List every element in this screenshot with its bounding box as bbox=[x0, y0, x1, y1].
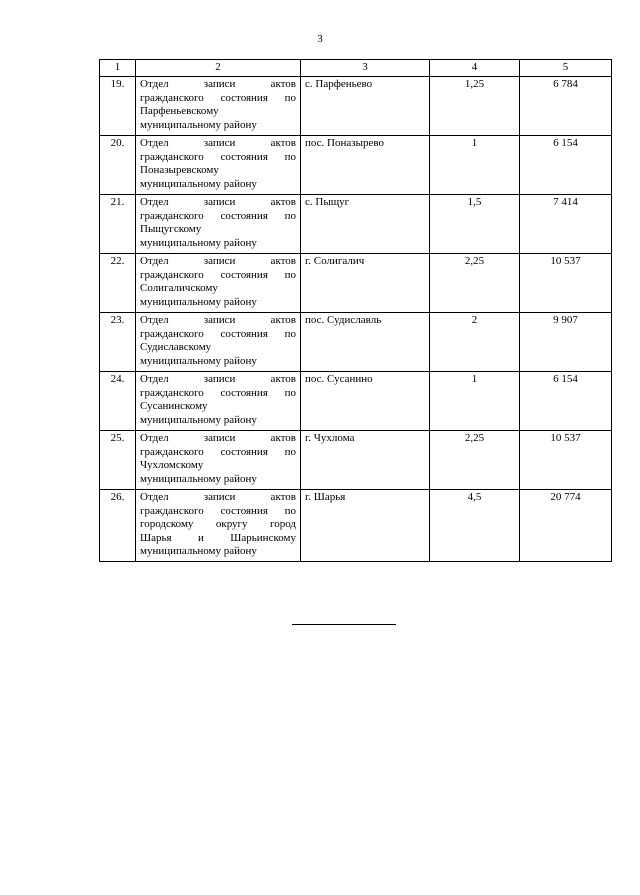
amount-cell: 7 414 bbox=[520, 195, 612, 254]
table-row bbox=[100, 372, 612, 431]
closing-rule bbox=[292, 624, 396, 625]
staff-rate-cell: 2,25 bbox=[430, 254, 520, 313]
staff-rate-cell: 1,25 bbox=[430, 77, 520, 136]
department-name-line: Солигаличскому bbox=[140, 282, 218, 294]
page-number: 3 bbox=[317, 33, 323, 45]
table-body bbox=[100, 77, 612, 562]
department-name-line: Пыщугскому bbox=[140, 223, 202, 235]
department-name-line: Отдел записи актов bbox=[140, 373, 296, 385]
department-name-cell bbox=[136, 136, 301, 195]
location-cell: пос. Сусанино bbox=[301, 372, 430, 431]
department-name-line: Судиславскому bbox=[140, 341, 212, 353]
department-name-line: муниципальному району bbox=[140, 177, 257, 190]
location-cell: пос. Судиславль bbox=[301, 313, 430, 372]
location-cell: пос. Поназырево bbox=[301, 136, 430, 195]
amount-cell: 10 537 bbox=[520, 254, 612, 313]
row-number-cell: 21. bbox=[100, 195, 136, 254]
department-name-line: Чухломскому bbox=[140, 459, 204, 471]
staff-rate-cell: 1 bbox=[430, 136, 520, 195]
location-cell: с. Пыщуг bbox=[301, 195, 430, 254]
department-name-line: гражданского состояния по bbox=[140, 209, 296, 222]
amount-cell: 10 537 bbox=[520, 431, 612, 490]
department-name-line: Отдел записи актов bbox=[140, 491, 296, 503]
table-row bbox=[100, 77, 612, 136]
department-name-line: муниципальному району bbox=[140, 118, 257, 131]
department-name-cell bbox=[136, 490, 301, 562]
department-name-line: Парфеньевскому bbox=[140, 105, 219, 117]
department-name-line: Шарья и Шарьинскому bbox=[140, 531, 296, 544]
department-name-cell bbox=[136, 431, 301, 490]
column-header: 4 bbox=[430, 60, 520, 77]
table-row bbox=[100, 195, 612, 254]
staff-rate-cell: 4,5 bbox=[430, 490, 520, 562]
department-name-line: Отдел записи актов bbox=[140, 137, 296, 149]
row-number-cell: 23. bbox=[100, 313, 136, 372]
department-name-line: гражданского состояния по bbox=[140, 445, 296, 458]
amount-cell: 6 154 bbox=[520, 372, 612, 431]
department-name-line: гражданского состояния по bbox=[140, 327, 296, 340]
location-cell: г. Чухлома bbox=[301, 431, 430, 490]
column-header: 2 bbox=[136, 60, 301, 77]
department-name-line: Отдел записи актов bbox=[140, 255, 296, 267]
department-name-line: муниципальному району bbox=[140, 472, 257, 485]
department-name-cell bbox=[136, 195, 301, 254]
department-name-cell bbox=[136, 313, 301, 372]
department-name-line: Поназыревскому bbox=[140, 164, 219, 176]
table-row bbox=[100, 313, 612, 372]
location-cell: г. Солигалич bbox=[301, 254, 430, 313]
table-row bbox=[100, 431, 612, 490]
department-name-cell bbox=[136, 254, 301, 313]
department-name-line: гражданского состояния по bbox=[140, 150, 296, 163]
department-name-line: городскому округу город bbox=[140, 518, 296, 530]
department-name-line: муниципальному району bbox=[140, 236, 257, 249]
row-number-cell: 22. bbox=[100, 254, 136, 313]
row-number-cell: 19. bbox=[100, 77, 136, 136]
department-name-line: Отдел записи актов bbox=[140, 432, 296, 444]
location-cell: с. Парфеньево bbox=[301, 77, 430, 136]
row-number-cell: 26. bbox=[100, 490, 136, 562]
table-row bbox=[100, 490, 612, 562]
table-row bbox=[100, 136, 612, 195]
row-number-cell: 24. bbox=[100, 372, 136, 431]
department-name-line: муниципальному району bbox=[140, 295, 257, 308]
row-number-cell: 25. bbox=[100, 431, 136, 490]
department-name-cell bbox=[136, 372, 301, 431]
staff-rate-cell: 1,5 bbox=[430, 195, 520, 254]
department-name-line: муниципальному району bbox=[140, 545, 257, 557]
amount-cell: 9 907 bbox=[520, 313, 612, 372]
amount-cell: 6 784 bbox=[520, 77, 612, 136]
row-number-cell: 20. bbox=[100, 136, 136, 195]
department-name-line: Сусанинскому bbox=[140, 400, 208, 412]
department-name-line: гражданского состояния по bbox=[140, 504, 296, 517]
department-name-cell bbox=[136, 77, 301, 136]
table-header-row bbox=[100, 60, 612, 77]
amount-cell: 6 154 bbox=[520, 136, 612, 195]
column-header: 3 bbox=[301, 60, 430, 77]
department-name-line: Отдел записи актов bbox=[140, 78, 296, 90]
staffing-table bbox=[99, 59, 612, 562]
department-name-line: Отдел записи актов bbox=[140, 314, 296, 326]
column-header: 5 bbox=[520, 60, 612, 77]
department-name-line: гражданского состояния по bbox=[140, 91, 296, 104]
department-name-line: гражданского состояния по bbox=[140, 386, 296, 399]
table-row bbox=[100, 254, 612, 313]
department-name-line: гражданского состояния по bbox=[140, 268, 296, 281]
location-cell: г. Шарья bbox=[301, 490, 430, 562]
staff-rate-cell: 1 bbox=[430, 372, 520, 431]
amount-cell: 20 774 bbox=[520, 490, 612, 562]
staff-rate-cell: 2 bbox=[430, 313, 520, 372]
department-name-line: муниципальному району bbox=[140, 413, 257, 426]
staff-rate-cell: 2,25 bbox=[430, 431, 520, 490]
department-name-line: муниципальному району bbox=[140, 354, 257, 367]
column-header: 1 bbox=[100, 60, 136, 77]
department-name-line: Отдел записи актов bbox=[140, 196, 296, 208]
